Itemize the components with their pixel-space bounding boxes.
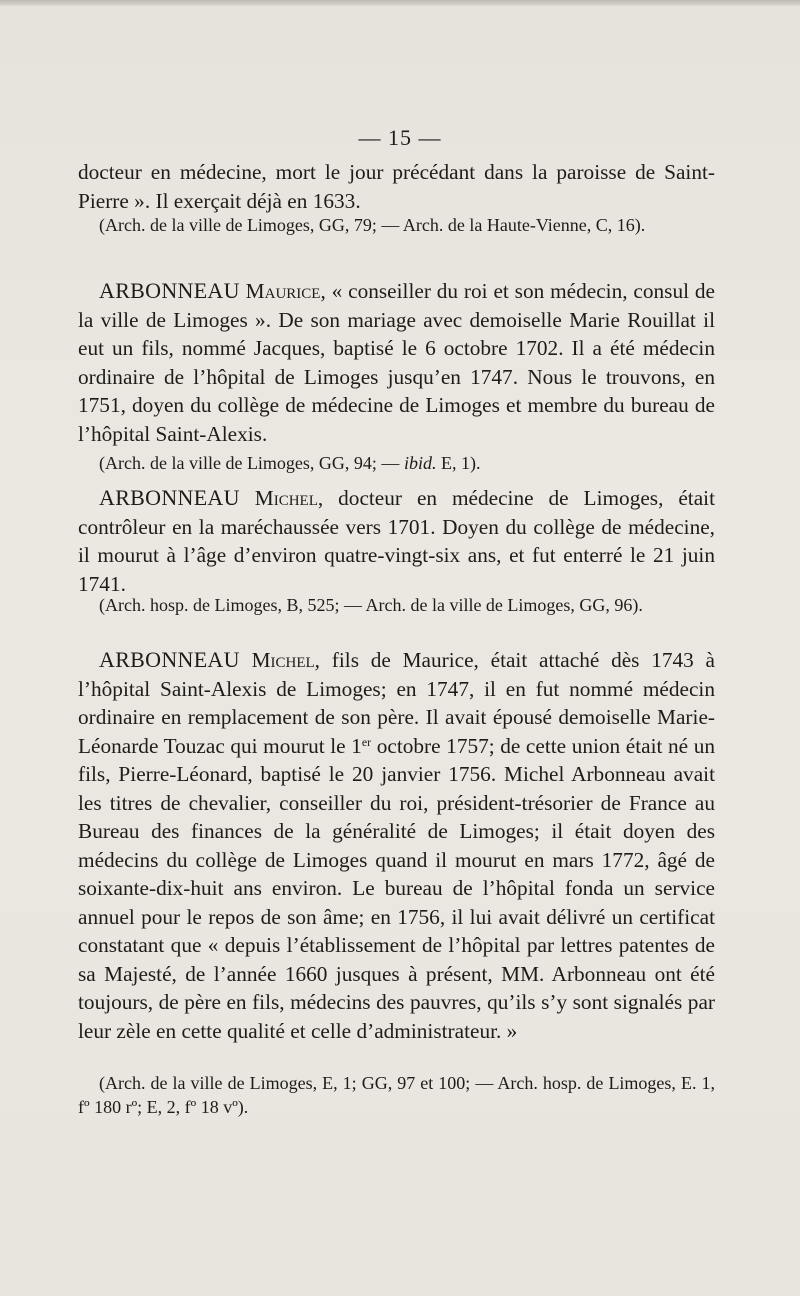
entry-text-b: octobre 1757; de cette union était né un fils, Pierre-Léonard, baptisé le 20 janvier 1756. Michel Arbonneau avait les titres de chevalier, conseiller du roi, président-trésorier de France au Bureau des finances de la généralité de Limoges; il était doyen des médecins du collège de Limoges quand il mourut en mars 1772, âgé de soixante-dix-huit ans environ. Le bureau de l’hôpital fonda un service annuel pour le repos de son âme; en 1756, il lui avait délivré un certificat constatant que « depuis l’établissement de l’hôpital par lettres patentes de sa Majesté, de l’année 1660 jusques à présent, MM. Arbonneau ont été toujours, de père en fils, médecins des pauvres, qu’ils s’y sont signalés par leur zèle en cette qualité et celle d’administrateur. » (78, 733, 715, 1043)
entry-text: docteur en médecine de Limoges, était contrôleur en la maréchaussée vers 1701. Doyen du collège de médecine, il mourut à l’âge d’environ quatre-vingt-six ans, et fut enterré le 21 juin 1741. (78, 486, 716, 596)
michel1-reference-block (78, 593, 715, 617)
entry-surname: ARBONNEAU (99, 278, 240, 303)
michel1-reference: (Arch. hosp. de Limoges, B, 525; — Arch. de la ville de Limoges, GG, 96). (99, 595, 643, 615)
page-number: — 15 — (358, 125, 442, 150)
entry-text: « conseiller du roi et son médecin, consul de la ville de Limoges ». De son mariage avec demoiselle Marie Rouillat il eut un fils, nommé Jacques, baptisé le 6 octobre 1702. Il a été médecin ordinaire de l’hôpital de Limoges jusqu’en 1747. Nous le trouvons, en 1751, doyen du collège de médecine de Limoges et membre du bureau de l’hôpital Saint-Alexis. (78, 279, 715, 446)
entry-surname: ARBONNEAU (99, 647, 240, 672)
michel2-reference: (Arch. de la ville de Limoges, E, 1; GG, 97 et 100; — Arch. hosp. de Limoges, E. 1, fº 180 rº; E, 2, fº 18 vº). (78, 1073, 715, 1117)
entry-paragraph (78, 646, 715, 1045)
maurice-reference (78, 451, 715, 475)
entry-surname: ARBONNEAU (99, 485, 240, 510)
entry-forename: Michel, (251, 648, 320, 672)
intro-block (78, 158, 715, 215)
reference-part-a: (Arch. de la ville de Limoges, GG, 94; — (99, 453, 400, 473)
entry-arbonneau-michel-2 (78, 646, 715, 1045)
entry-forename: Michel, (254, 486, 324, 510)
michel2-reference-block (78, 1071, 715, 1119)
entry-arbonneau-maurice (78, 277, 715, 448)
superscript-er: er (361, 734, 372, 749)
entry-paragraph (78, 277, 715, 448)
entry-arbonneau-michel-1 (78, 484, 715, 598)
intro-reference: (Arch. de la ville de Limoges, GG, 79; — Arch. de la Haute-Vienne, C, 16). (99, 215, 646, 235)
entry-paragraph (78, 484, 715, 598)
reference-part-b: E, 1). (440, 453, 481, 473)
maurice-reference-block (78, 451, 715, 475)
entry-text-a: fils de Maurice, était attaché dès 1743 à l’hôpital Saint-Alexis de Limoges; en 1747, il en fut nommé médecin ordinaire en remplacement de son père. Il avait épousé demoiselle Marie-Léonarde Touzac qui mourut le 1 (78, 648, 716, 758)
intro-paragraph: docteur en médecine, mort le jour précédant dans la paroisse de Saint-Pierre ». Il exerçait déjà en 1633. (78, 160, 715, 213)
entry-forename: Maurice, (245, 279, 326, 303)
intro-reference-block (78, 213, 715, 237)
reference-ibid: ibid. (403, 453, 437, 473)
top-edge-rule (0, 0, 800, 6)
